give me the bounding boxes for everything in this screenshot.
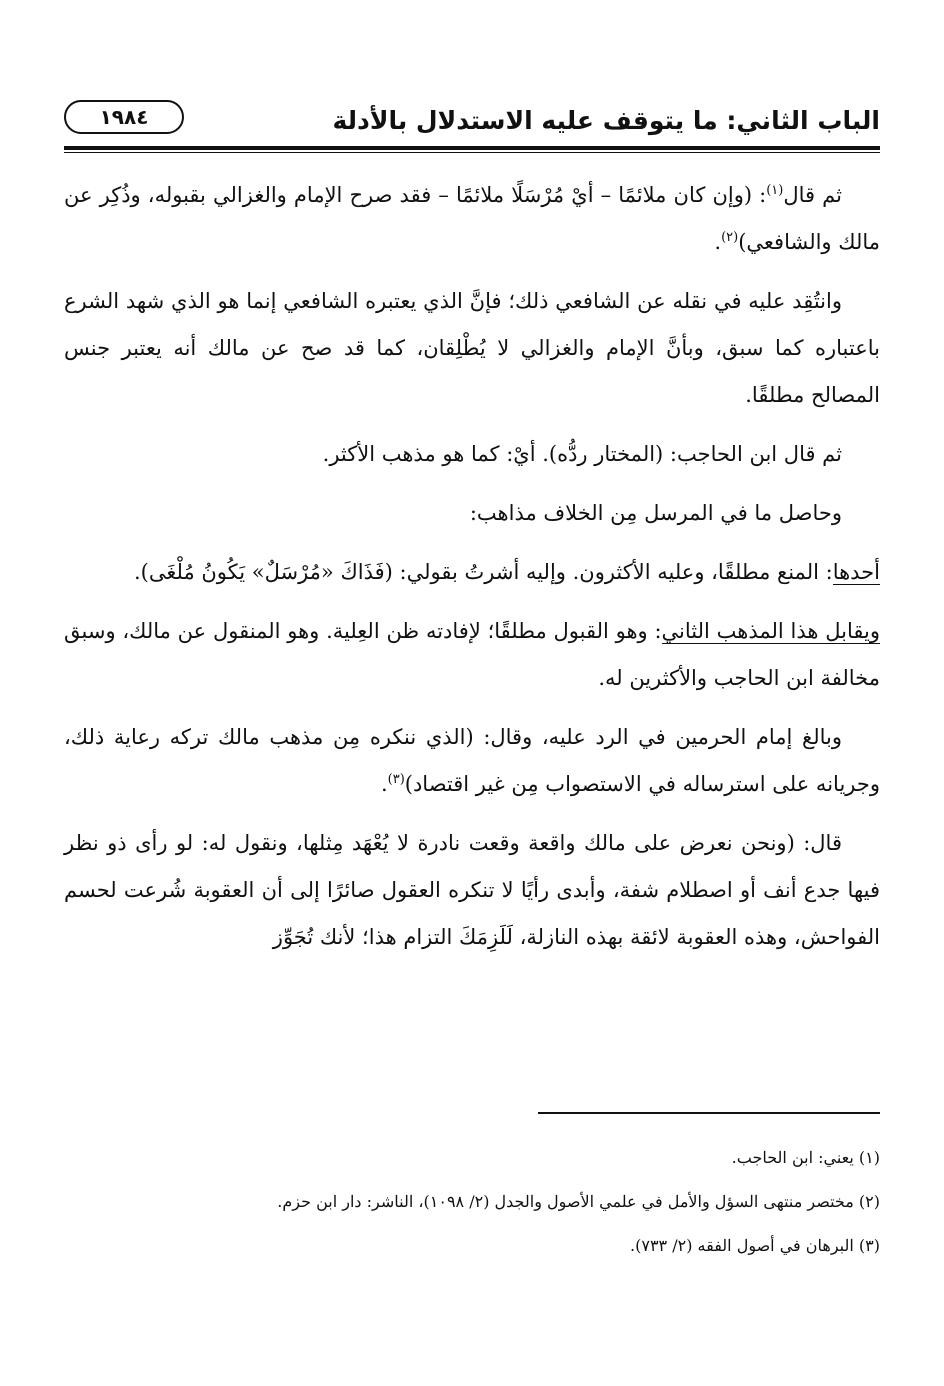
paragraph-8: قال: (ونحن نعرض على مالك واقعة وقعت نادرة لا يُعْهَد مِثلها، ونقول له: لو رأى ذو نظر فيها جدع أنف أو اصطلام شفة، وأبدى رأيًا لا تنكره العقول صائرًا إلى أن العقوبة شُرعت لحسم الفواحش، وهذه العقوبة لائقة بهذه النازلة، لَلَزِمَكَ التزام هذا؛ لأنك تُجَوِّز (64, 831, 880, 949)
paragraph-7: وبالغ إمام الحرمين في الرد عليه، وقال: (الذي ننكره مِن مذهب مالك تركه رعاية ذلك، وجريانه على استرساله في الاستصواب مِن غير اقتصاد)$^{(٣)}$. (64, 725, 880, 796)
underlined-heading: أحدها (832, 560, 880, 584)
page-number: ١٩٨٤ (64, 100, 184, 134)
underlined-heading: ويقابل هذا المذهب الثاني (661, 619, 880, 643)
paragraph-6: ويقابل هذا المذهب الثاني: وهو القبول مطلقًا؛ لإفادته ظن العِلية. وهو المنقول عن مالك، وسبق مخالفة ابن الحاجب والأكثرين له. (64, 619, 880, 690)
paragraph-5: أحدها: المنع مطلقًا، وعليه الأكثرون. وإليه أشرتُ بقولي: (فَذَاكَ «مُرْسَلٌ» يَكُونُ مُلْغَى). (133, 560, 880, 584)
footnotes (64, 1146, 880, 1278)
page-header (64, 98, 880, 146)
footnote-1: (١) يعني: ابن الحاجب. (731, 1148, 880, 1167)
paragraph-3: ثم قال ابن الحاجب: (المختار ردُّه). أيْ: كما هو مذهب الأكثر. (322, 442, 842, 466)
paragraph-1: ثم قال$^{(١)}$: (وإن كان ملائمًا – أيْ مُرْسَلًا ملائمًا – فقد صرح الإمام والغزالي بقبوله، وذُكِر عن مالك والشافعي)$^{(٢)}$. (64, 183, 880, 254)
paragraph-4: وحاصل ما في المرسل مِن الخلاف مذاهب: (469, 501, 842, 525)
footnote-separator (538, 1112, 880, 1114)
footnote-3: (٣) البرهان في أصول الفقه (٢/ ٧٣٣). (630, 1236, 880, 1255)
footnote-ref-1: (١) (766, 183, 784, 198)
footnote-ref-3: (٣) (387, 772, 405, 787)
paragraph-2: وانتُقِد عليه في نقله عن الشافعي ذلك؛ فإنَّ الذي يعتبره الشافعي إنما هو الذي شهد الشرع باعتباره كما سبق، وبأنَّ الإمام والغزالي لا يُطْلِقان، كما قد صح عن مالك أنه يعتبر جنس المصالح مطلقًا. (64, 289, 880, 407)
chapter-title: الباب الثاني: ما يتوقف عليه الاستدلال بالأدلة (332, 106, 880, 135)
header-rule-thick (64, 146, 880, 150)
header-rule-thin (64, 152, 880, 153)
footnote-2: (٢) مختصر منتهى السؤل والأمل في علمي الأصول والجدل (٢/ ١٠٩٨)، الناشر: دار ابن حزم. (277, 1192, 880, 1211)
body-text (64, 172, 880, 973)
footnote-ref-2: (٢) (721, 230, 739, 245)
